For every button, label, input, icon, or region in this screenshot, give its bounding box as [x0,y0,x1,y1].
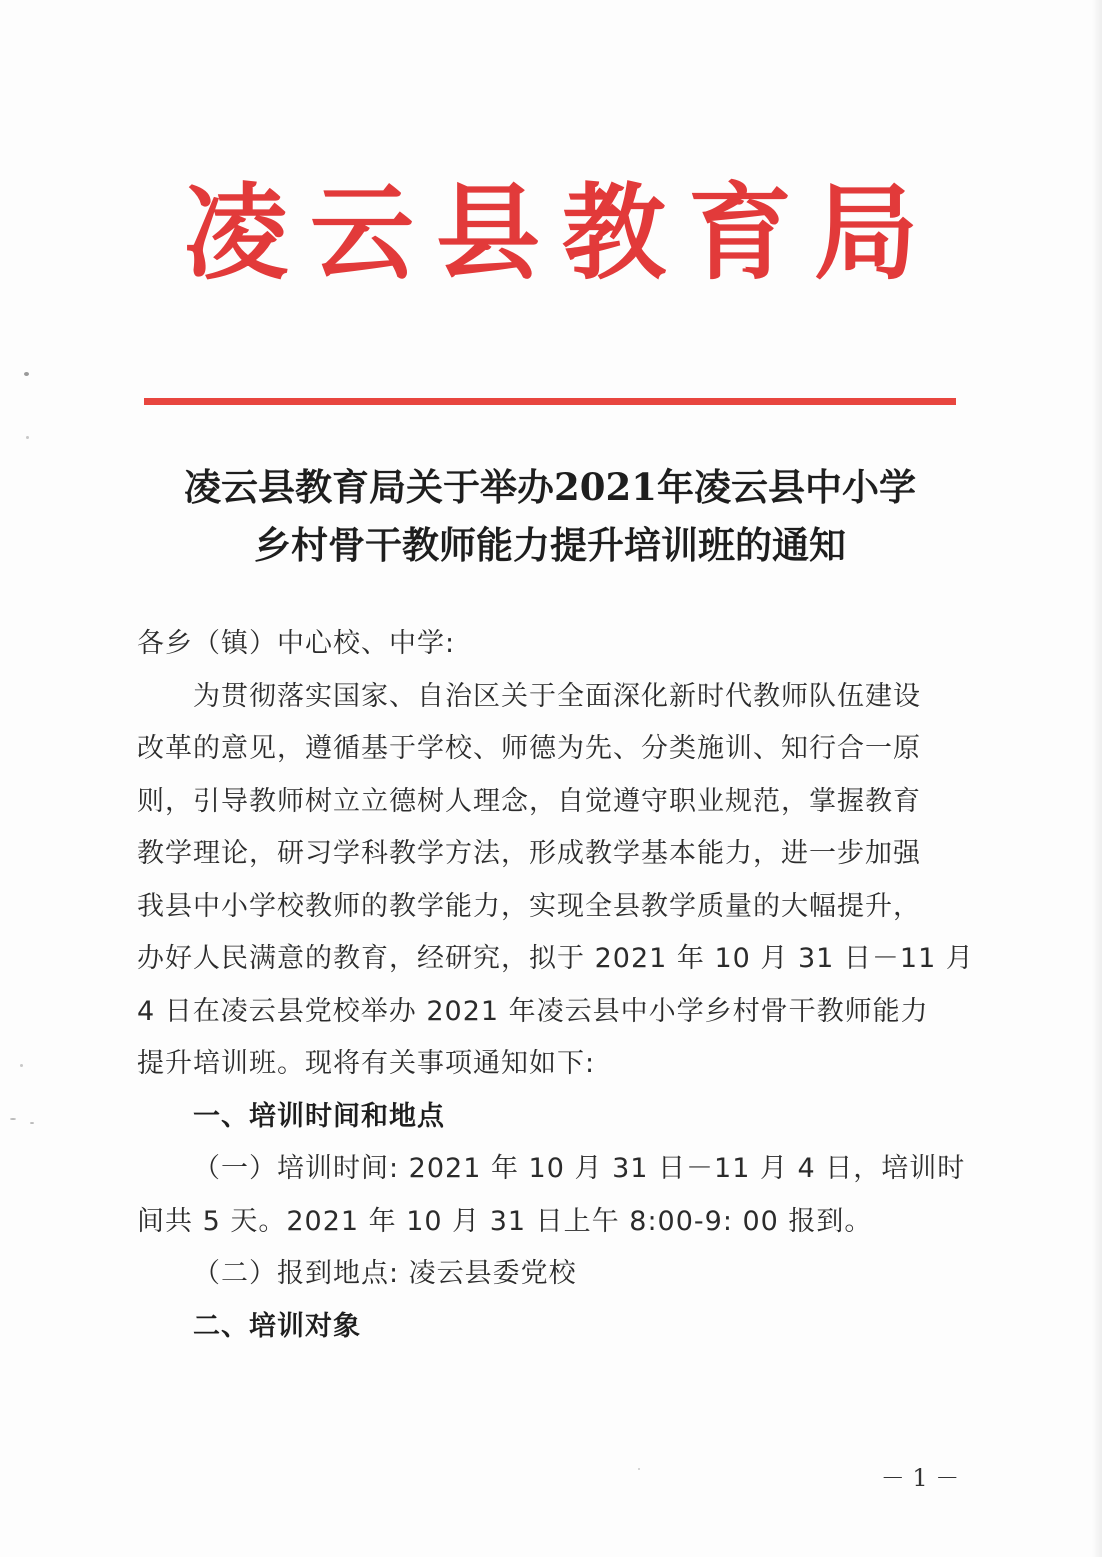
section-1-item-2: （二）报到地点: 凌云县委党校 [193,1258,577,1289]
paragraph-line: 则，引导教师树立立德树人理念，自觉遵守职业规范，掌握教育 [137,785,921,817]
masthead-title: 凌云县教育局 [183,171,940,294]
document-body [137,618,974,1353]
section-1-item-1-line-2: 间共 5 天。2021 年 10 月 31 日上午 8:00-9: 00 报到。 [137,1205,873,1237]
paragraph-line: 办好人民满意的教育，经研究，拟于 2021 年 10 月 31 日－11 月 [137,943,974,974]
scan-edge-shadow [1092,0,1102,1557]
paragraph-line: 改革的意见，遵循基于学校、师德为先、分类施训、知行合一原 [137,733,921,764]
scan-speck [10,1118,16,1120]
red-divider-rule [144,398,956,405]
scan-speck [20,1064,23,1067]
paragraph-line: 4 日在凌云县党校举办 2021 年凌云县中小学乡村骨干教师能力 [137,995,929,1027]
paragraph-line: 教学理论，研习学科教学方法，形成教学基本能力，进一步加强 [137,838,921,869]
scan-speck [638,1468,640,1470]
section-2-heading: 二、培训对象 [193,1310,361,1342]
paragraph-line: 我县中小学校教师的教学能力，实现全县教学质量的大幅提升， [137,890,921,922]
section-1-heading: 一、培训时间和地点 [193,1100,445,1132]
document-title [100,458,1000,574]
salutation: 各乡（镇）中心校、中学: [137,628,456,659]
page-number: － 1 － [880,1464,960,1492]
paragraph-line: 提升培训班。现将有关事项通知如下: [137,1048,596,1079]
section-1-item-1-line-1: （一）培训时间: 2021 年 10 月 31 日－11 月 4 日，培训时 [193,1153,966,1184]
document-title-line-1: 凌云县教育局关于举办2021年凌云县中小学 [184,465,916,509]
scan-speck [24,372,29,376]
paragraph-line: 为贯彻落实国家、自治区关于全面深化新时代教师队伍建设 [193,680,921,712]
scan-speck [26,436,29,439]
scan-speck [30,1122,34,1124]
document-title-line-2: 乡村骨干教师能力提升培训班的通知 [254,523,846,567]
